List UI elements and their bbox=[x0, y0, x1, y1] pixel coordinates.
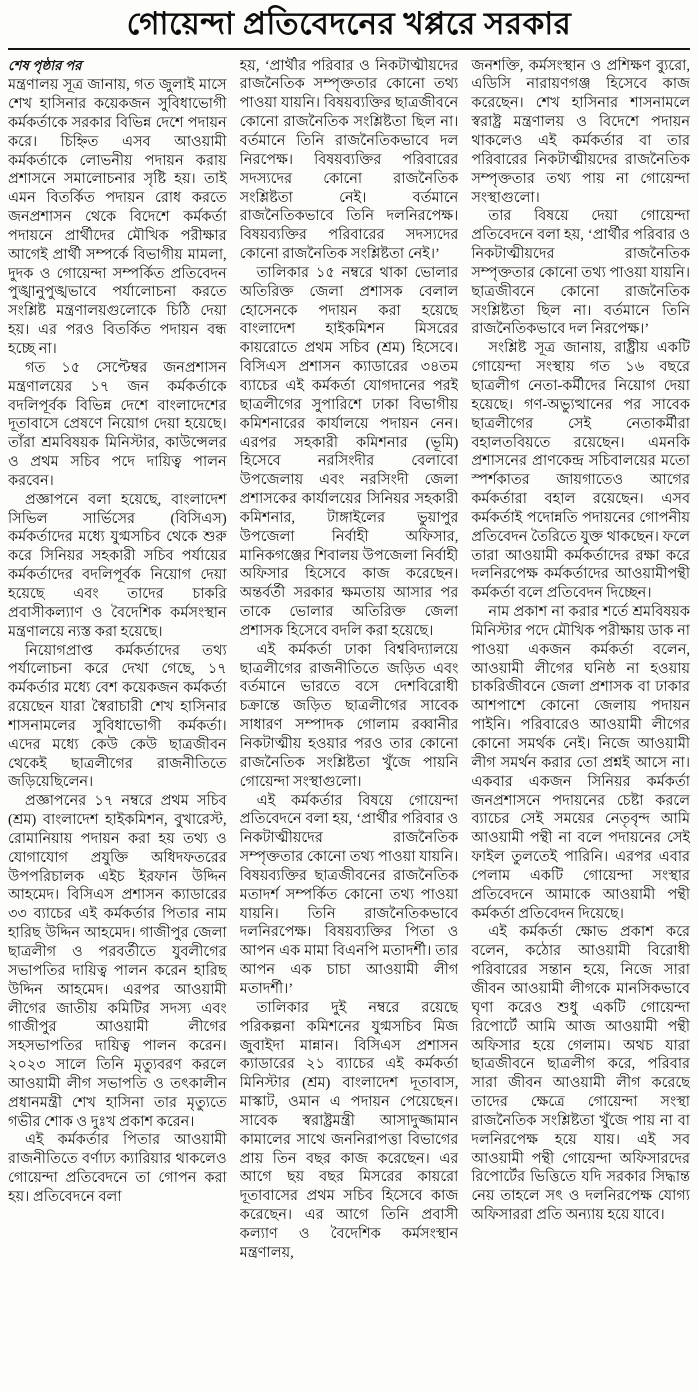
article-headline: গোয়েন্দা প্রতিবেদনের খপ্পরে সরকার bbox=[126, 6, 572, 41]
article-paragraph: এই কর্মকর্তার বিষয়ে গোয়েন্দা প্রতিবেদনে বলা হয়, ‘প্রার্থীর পরিবার ও নিকটাত্মীয়দের রাজনৈতিক সম্পৃক্ততার কোনো তথ্য পাওয়া যায়নি। বিষয়ব্যক্তির ছাত্রজীবনের রাজনৈতিক মতাদর্শ সম্পর্কিত কোনো তথ্য পাওয়া যায়নি। তিনি রাজনৈতিকভাবে দলনিরপেক্ষ। বিষয়ব্যক্তির পিতা ও আপন এক মামা বিএনপি মতাদর্শী। তার আপন এক চাচা আওয়ামী লীগ মতাদর্শী।’ bbox=[239, 792, 459, 997]
article-paragraph: সংশ্লিষ্ট সূত্র জানায়, রাষ্ট্রীয় একটি গোয়েন্দা সংস্থায় গত ১৬ বছরে ছাত্রলীগ নেতা-কর্মীদের নিয়োগ দেয়া হয়েছে। গণ-অভ্যুত্থানের পর সাবেক ছাত্রলীগের সেই নেতাকর্মীরা বহালতবিয়তে রয়েছেন। এমনকি প্রশাসনের প্রাণকেন্দ্র সচিবালয়ের মতো স্পর্শকাতর জায়গাতেও আগের কর্মকর্তারা বহাল রয়েছেন। এসব কর্মকর্তাই পদোন্নতি পদায়নের গোপনীয় প্রতিবেদন তৈরিতে যুক্ত থাকছেন। ফলে তারা আওয়ামী কর্মকর্তাদের রক্ষা করে দলনিরপেক্ষ কর্মকর্তাদের আওয়ামীপন্থী কর্মকর্তা বলে প্রতিবেদন দিচ্ছেন। bbox=[471, 340, 691, 602]
headline-rule bbox=[8, 48, 690, 50]
column-1-paragraphs bbox=[8, 76, 227, 1207]
article-paragraph: প্রজ্ঞাপনের ১৭ নম্বরে প্রথম সচিব (শ্রম) বাংলাদেশ হাইকমিশন, বুখারেস্ট, রোমানিয়ায় পদায়ন করা হয় তথ্য ও যোগাযোগ প্রযুক্তি অধিদফতরের উপপরিচালক এইচ ইরফান উদ্দিন আহমেদ। বিসিএস প্রশাসন ক্যাডারের ৩৩ ব্যাচের এই কর্মকর্তার পিতার নাম হারিছ উদ্দিন আহমেদ। গাজীপুর জেলা ছাত্রলীগ ও পরবর্তীতে যুবলীগের সভাপতির দায়িত্ব পালন করেন হারিছ উদ্দিন আহমেদ। এরপর আওয়ামী লীগের জাতীয় কমিটির সদস্য এবং গাজীপুর আওয়ামী লীগের সহসভাপতির দায়িত্ব পালন করেন। ২০২৩ সালে তিনি মৃত্যুবরণ করলে আওয়ামী লীগ সভাপতি ও তৎকালীন প্রধানমন্ত্রী শেখ হাসিনা তার মৃত্যুতে গভীর শোক ও দুঃখ প্রকাশ করেন। bbox=[8, 793, 227, 1130]
article-paragraph: এই কর্মকর্তা ঢাকা বিশ্ববিদ্যালয়ে ছাত্রলীগের রাজনীতিতে জড়িত এবং বর্তমানে ভারতে বসে দেশবিরোধী চক্রান্তে জড়িত ছাত্রলীগের সাবেক সাধারণ সম্পাদক গোলাম রব্বানীর নিকটাত্মীয় হওয়ার পরও তার কোনো রাজনৈতিক সংশ্লিষ্টতা খুঁজে পায়নি গোয়েন্দা সংস্থাগুলো। bbox=[239, 641, 459, 790]
article-header bbox=[8, 4, 690, 45]
column-2-paragraphs bbox=[240, 57, 459, 1263]
article-column-1 bbox=[8, 57, 227, 1263]
article-paragraph: প্রজ্ঞাপনে বলা হয়েছে, বাংলাদেশ সিভিল সার্ভিসের (বিসিএস) কর্মকর্তাদের মধ্যে যুগ্মসচিব থেকে শুরু করে সিনিয়র সহকারী সচিব পর্যায়ের কর্মকর্তাদের বদলিপূর্বক নিয়োগ দেয়া হয়েছে এবং তাদের চাকরি প্রবাসীকল্যাণ ও বৈদেশিক কর্মসংস্থান মন্ত্রণালয়ে ন্যস্ত করা হয়েছে। bbox=[8, 491, 227, 640]
article-paragraph: নাম প্রকাশ না করার শর্তে শ্রমবিষয়ক মিনিস্টার পদে মৌখিক পরীক্ষায় ডাক না পাওয়া একজন কর্মকর্তা বলেন, আওয়ামী লীগের ঘনিষ্ঠ না হওয়ায় চাকরিজীবনে জেলা প্রশাসক বা ঢাকার আশপাশে কোনো জেলায় পদায়ন পাইনি। পরিবারেও আওয়ামী লীগের কোনো সমর্থক নেই। নিজে আওয়ামী লীগ সমর্থন করার তো প্রশ্নই আসে না। একবার একজন সিনিয়র কর্মকর্তা জনপ্রশাসনে পদায়নের চেষ্টা করলে ব্যাচের সেই সময়ের নেতৃবৃন্দ আমি আওয়ামী পন্থী না বলে পদায়নের সেই ফাইল তুলতেই পারিনি। এরপর এবার পেলাম একটি গোয়েন্দা সংস্থার প্রতিবেদনে আমাকে আওয়ামী পন্থী কর্মকর্তা প্রতিবেদন দিয়েছে। bbox=[471, 604, 691, 922]
article-paragraph: তার বিষয়ে দেয়া গোয়েন্দা প্রতিবেদনে বলা হয়, ‘প্রার্থীর পরিবার ও নিকটাত্মীয়দের রাজনৈতিক সম্পৃক্ততার কোনো তথ্য পাওয়া যায়নি। ছাত্রজীবনে কোনো রাজনৈতিক সংশ্লিষ্টতা ছিল না। বর্তমানে তিনি রাজনৈতিকভাবে দল নিরপেক্ষ।’ bbox=[471, 208, 691, 338]
column-3-paragraphs bbox=[471, 57, 690, 1225]
article-paragraph: নিয়োগপ্রাপ্ত কর্মকর্তাদের তথ্য পর্যালোচনা করে দেখা গেছে, ১৭ কর্মকর্তার মধ্যে বেশ কয়েকজন কর্মকর্তা রয়েছেন যারা স্বৈরাচারী শেখ হাসিনার শাসনামলের সুবিধাভোগী কর্মকর্তা। এদের মধ্যে কেউ কেউ ছাত্রজীবন থেকেই ছাত্রলীগের রাজনীতিতে জড়িয়েছিলেন। bbox=[8, 642, 227, 791]
article-paragraph: এই কর্মকর্তা ক্ষোভ প্রকাশ করে বলেন, কঠোর আওয়ামী বিরোধী পরিবারের সন্তান হয়ে, নিজে সারা জীবন আওয়ামী লীগকে মানসিকভাবে ঘৃণা করেও শুধু একটি গোয়েন্দা রিপোর্টে আমি আজ আওয়ামী পন্থী অফিসার হয়ে গেলাম। অথচ যারা ছাত্রজীবনে ছাত্রলীগ করে, পরিবার সারা জীবন আওয়ামী লীগ করেছে তাদের ক্ষেত্রে গোয়েন্দা সংস্থা রাজনৈতিক সংশ্লিষ্টতা খুঁজে পায় না বা দলনিরপেক্ষ হয়ে যায়। এই সব আওয়ামী পন্থী গোয়েন্দা অফিসারদের রিপোর্টের ভিত্তিতে যদি সরকার সিদ্ধান্ত নেয় তাহলে সৎ ও দলনিরপেক্ষ যোগ্য অফিসাররা প্রতি অন্যায় হয়ে যাবে। bbox=[471, 924, 691, 1224]
article-paragraph: মন্ত্রণালয় সূত্র জানায়, গত জুলাই মাসে শেখ হাসিনার কয়েকজন সুবিধাভোগী কর্মকর্তাকে সরকার বিভিন্ন দেশে পদায়ন করে। চিহ্নিত এসব আওয়ামী কর্মকর্তাকে লোভনীয় পদায়ন করায় প্রশাসনে সমালোচনার সৃষ্টি হয়। তাই এমন বিতর্কিত পদায়ন রোধ করতে জনপ্রশাসন থেকে বিদেশে কর্মকর্তা পদায়নে প্রার্থীদের মৌখিক পরীক্ষার আগেই প্রার্থী সম্পর্কে বিভাগীয় মামলা, দুদক ও গোয়েন্দা সম্পর্কিত প্রতিবেদন পুঙ্খানুপুঙ্খভাবে পর্যালোচনা করতে সংশ্লিষ্ট মন্ত্রণালয়গুলোকে চিঠি দেয়া হয়। এর পরও বিতর্কিত পদায়ন বন্ধ হচ্ছে না। bbox=[8, 77, 227, 357]
continuation-note: শেষ পৃষ্ঠার পর bbox=[8, 57, 82, 73]
article-paragraph: তালিকার দুই নম্বরে রয়েছে পরিকল্পনা কমিশনের যুগ্মসচিব মিজ জুবাইদা মান্নান। বিসিএস প্রশাসন ক্যাডারের ২১ ব্যাচের এই কর্মকর্তা মিনিস্টার (শ্রম) বাংলাদেশ দূতাবাস, মাস্কাট, ওমান এ পদায়ন পেয়েছেন। সাবেক স্বরাষ্ট্রমন্ত্রী আসাদুজ্জামান কামালের সাথে জননিরাপত্তা বিভাগের প্রায় তিন বছর কাজ করেছেন। এর আগে ছয় বছর মিসরের কায়রো দূতাবাসের প্রথম সচিব হিসেবে কাজ করেছেন। এর আগে তিনি প্রবাসী কল্যাণ ও বৈদেশিক কর্মসংস্থান মন্ত্রণালয়, bbox=[239, 999, 459, 1261]
article-body bbox=[8, 57, 690, 1263]
article-column-2 bbox=[240, 57, 459, 1263]
article-paragraph: গত ১৫ সেপ্টেম্বর জনপ্রশাসন মন্ত্রণালয়ের ১৭ জন কর্মকর্তাকে বদলিপূর্বক বিভিন্ন দেশে বাংলাদেশের দূতাবাসে প্রেষণে নিয়োগ দেয়া হয়েছে। তাঁরা শ্রমবিষয়ক মিনিস্টার, কাউন্সেলর ও প্রথম সচিব পদে দায়িত্ব পালন করবেন। bbox=[8, 359, 227, 489]
article-paragraph: তালিকার ১৫ নম্বরে থাকা ভোলার অতিরিক্ত জেলা প্রশাসক বেলাল হোসেনকে পদায়ন করা হয়েছে বাংলাদেশ হাইকমিশন মিসরের কায়রোতে প্রথম সচিব (শ্রম) হিসেবে। বিসিএস প্রশাসন ক্যাডারের ৩৪তম ব্যাচের এই কর্মকর্তা যোগদানের পরই ছাত্রলীগের সুপারিশে ঢাকা বিভাগীয় কমিশনারের কার্যালয়ে পদায়ন নেন। এরপর সহকারী কমিশনার (ভূমি) হিসেবে নরসিংদীর বেলাবো উপজেলায় এবং নরসিংদী জেলা প্রশাসকের কার্যালয়ের সিনিয়র সহকারী কমিশনার, টাঙ্গাইলের ভুয়াপুর উপজেলা নির্বাহী অফিসার, মানিকগঞ্জের শিবালয় উপজেলা নির্বাহী অফিসার হিসেবে কাজ করেছেন। অন্তর্বর্তী সরকার ক্ষমতায় আসার পর তাকে ভোলার অতিরিক্ত জেলা প্রশাসক হিসেবে বদলি করা হয়েছে। bbox=[239, 264, 459, 639]
article-paragraph: হয়, ‘প্রার্থীর পরিবার ও নিকটাত্মীয়দের রাজনৈতিক সম্পৃক্ততার কোনো তথ্য পাওয়া যায়নি। বিষয়ব্যক্তির ছাত্রজীবনে কোনো রাজনৈতিক সংশ্লিষ্টতা ছিল না। বর্তমানে তিনি রাজনৈতিকভাবে দল নিরপেক্ষ। বিষয়ব্যক্তির পরিবারের সদস্যদের কোনো রাজনৈতিক সংশ্লিষ্টতা নেই। বর্তমানে রাজনৈতিকভাবে তিনি দলনিরপেক্ষ। বিষয়ব্যক্তির পরিবারের সদস্যদের কোনো রাজনৈতিক সংশ্লিষ্টতা নেই।’ bbox=[239, 57, 459, 263]
article-column-3 bbox=[471, 57, 690, 1263]
article-paragraph: জনশক্তি, কর্মসংস্থান ও প্রশিক্ষণ ব্যুরো, এডিসি নারায়ণগঞ্জ হিসেবে কাজ করেছেন। শেখ হাসিনার শাসনামলে স্বরাষ্ট্র মন্ত্রণালয় ও বিদেশে পদায়ন থাকলেও এই কর্মকর্তার বা তার পরিবারের নিকটাত্মীয়দের রাজনৈতিক সম্পৃক্ততার তথ্য পায় না গোয়েন্দা সংস্থাগুলো। bbox=[471, 57, 691, 206]
article-paragraph: এই কর্মকর্তার পিতার আওয়ামী রাজনীতিতে বর্ণাঢ্য ক্যারিয়ার থাকলেও গোয়েন্দা প্রতিবেদনে তা গোপন করা হয়। প্রতিবেদনে বলা bbox=[8, 1132, 227, 1205]
